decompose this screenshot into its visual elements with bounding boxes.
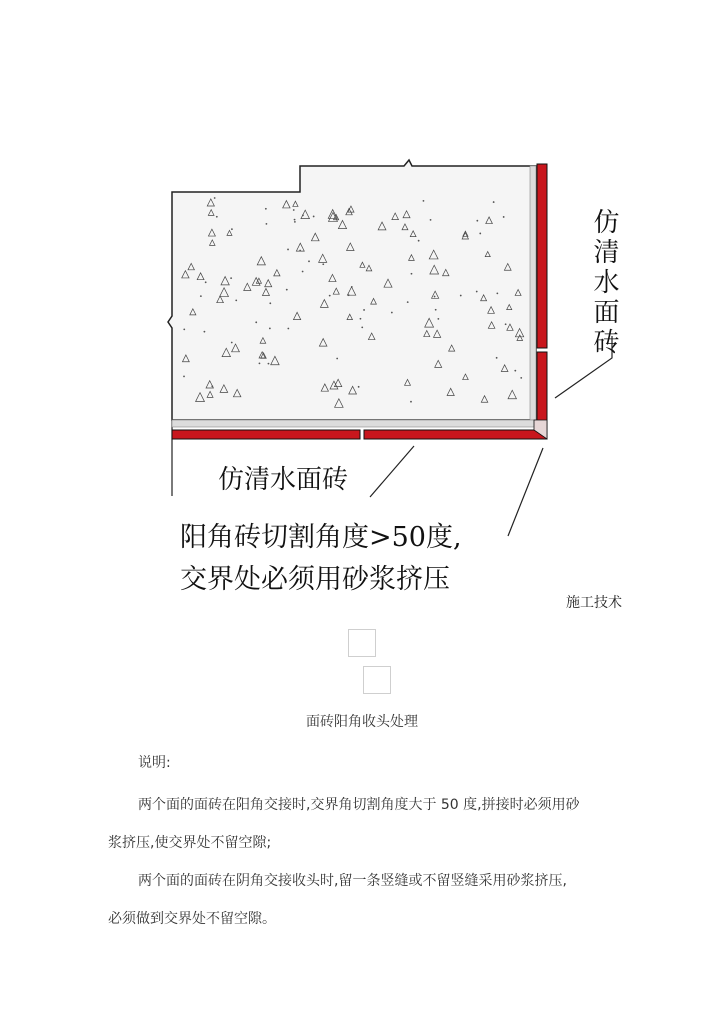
aggregate-dot — [302, 214, 304, 216]
figure-caption: 面砖阳角收头处理 — [306, 714, 418, 730]
aggregate-dot — [183, 328, 185, 330]
aggregate-dot — [322, 263, 324, 265]
aggregate-dot — [216, 216, 218, 218]
aggregate-dot — [460, 295, 462, 297]
paragraph-1-line-1: 两个面的面砖在阳角交接时,交界角切割角度大于 50 度,拼接时必须用砂 — [138, 797, 580, 813]
aggregate-dot — [505, 323, 507, 325]
image-placeholder-2 — [363, 666, 391, 694]
aggregate-dot — [204, 331, 206, 333]
diagram-svg — [138, 136, 635, 620]
aggregate-dot — [410, 401, 412, 403]
aggregate-dot — [308, 260, 310, 262]
aggregate-dot — [259, 362, 261, 364]
tile-vertical-1 — [537, 164, 547, 348]
aggregate-dot — [476, 291, 478, 293]
mortar-joint-vertical — [530, 166, 536, 420]
aggregate-dot — [360, 318, 362, 320]
aggregate-dot — [294, 221, 296, 223]
tile-horizontal-1 — [172, 430, 360, 439]
paragraph-1-line-2: 浆挤压,使交界处不留空隙; — [108, 835, 272, 851]
aggregate-dot — [235, 299, 237, 301]
corner-tile-diagram — [138, 136, 635, 620]
tile-horizontal-2 — [364, 430, 547, 439]
aggregate-dot — [294, 219, 296, 221]
aggregate-dot — [434, 296, 436, 298]
aggregate-dot — [418, 240, 420, 242]
aggregate-dot — [358, 386, 360, 388]
aggregate-dot — [268, 363, 270, 365]
aggregate-dot — [231, 342, 233, 344]
horizontal-tile-label: 仿清水面砖 — [218, 465, 349, 495]
aggregate-dot — [287, 249, 289, 251]
aggregate-dot — [520, 377, 522, 379]
aggregate-dot — [423, 200, 425, 202]
aggregate-dot — [269, 328, 271, 330]
aggregate-dot — [336, 358, 338, 360]
note-line-1: 阳角砖切割角度>50度, — [180, 522, 462, 553]
aggregate-dot — [496, 357, 498, 359]
aggregate-dot — [329, 295, 331, 297]
aggregate-dot — [476, 220, 478, 222]
paragraph-2-line-2: 必须做到交界处不留空隙。 — [108, 911, 276, 927]
aggregate-dot — [200, 295, 202, 297]
aggregate-dot — [286, 289, 288, 291]
aggregate-dot — [183, 376, 185, 378]
aggregate-dot — [503, 216, 505, 218]
aggregate-dot — [496, 292, 498, 294]
aggregate-dot — [437, 318, 439, 320]
aggregate-dot — [269, 302, 271, 304]
aggregate-dot — [293, 209, 295, 211]
aggregate-dot — [435, 309, 437, 311]
watermark: 施工技术 — [566, 595, 622, 611]
aggregate-dot — [479, 233, 481, 235]
aggregate-dot — [430, 219, 432, 221]
note-line-2: 交界处必须用砂浆挤压 — [180, 564, 450, 595]
aggregate-dot — [266, 223, 268, 225]
aggregate-dot — [493, 201, 495, 203]
leader-note — [508, 448, 543, 536]
aggregate-dot — [514, 370, 516, 372]
aggregate-dot — [255, 321, 257, 323]
mortar-joint-horizontal — [172, 420, 536, 427]
aggregate-dot — [211, 385, 213, 387]
aggregate-dot — [205, 281, 207, 283]
aggregate-dot — [363, 309, 365, 311]
explanation-heading: 说明: — [138, 755, 171, 771]
aggregate-dot — [231, 228, 233, 230]
aggregate-dot — [411, 273, 413, 275]
aggregate-dot — [265, 208, 267, 210]
aggregate-dot — [299, 250, 301, 252]
image-placeholder-1 — [348, 629, 376, 657]
aggregate-dot — [391, 312, 393, 314]
aggregate-dot — [287, 328, 289, 330]
aggregate-dot — [361, 326, 363, 328]
aggregate-dot — [214, 197, 216, 199]
aggregate-dot — [302, 271, 304, 273]
paragraph-2-line-1: 两个面的面砖在阴角交接收头时,留一条竖缝或不留竖缝采用砂浆挤压, — [138, 873, 567, 889]
vertical-tile-label: 仿清水面砖 — [589, 208, 619, 358]
aggregate-dot — [313, 216, 315, 218]
aggregate-dot — [351, 286, 353, 288]
aggregate-dot — [230, 277, 232, 279]
leader-horizontal-label — [370, 446, 414, 497]
aggregate-dot — [407, 301, 409, 303]
aggregate-dot — [348, 294, 350, 296]
